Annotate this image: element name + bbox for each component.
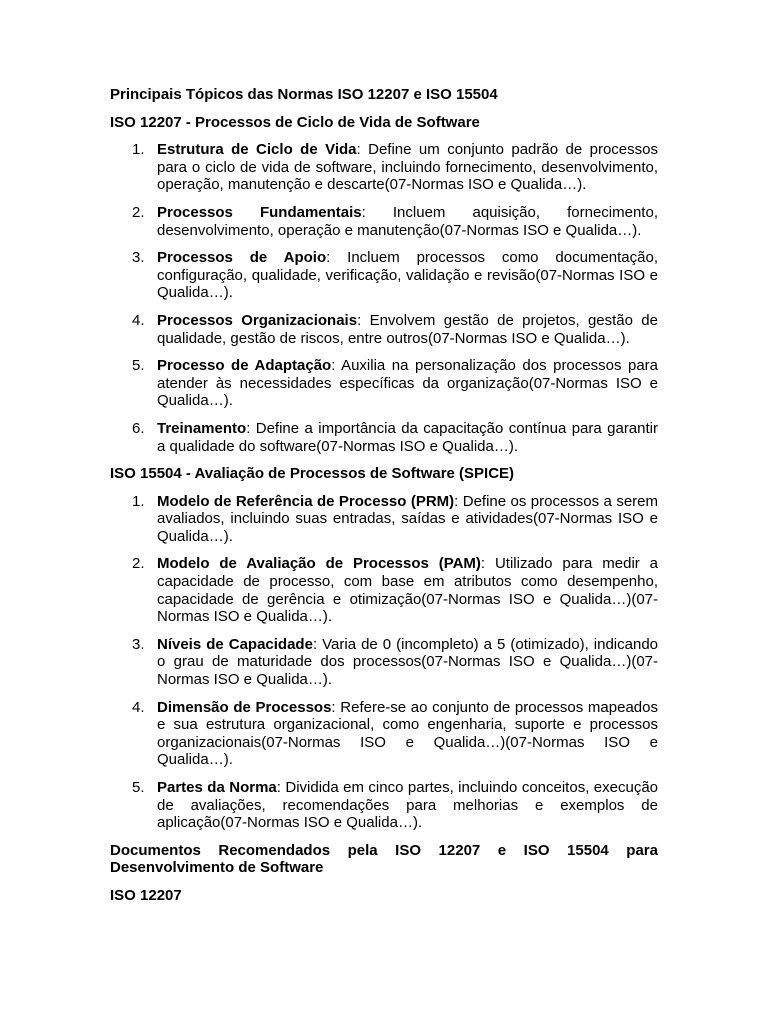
list-item	[110, 357, 658, 410]
list-number: 1.	[132, 492, 145, 510]
list-number: 5.	[132, 779, 145, 796]
list-item-term: Processos de Apoio	[157, 249, 327, 267]
document-title: Principais Tópicos das Normas ISO 12207 e ISO 15504	[110, 86, 498, 103]
list-item-term: Processos Fundamentais	[157, 203, 362, 221]
list-item-term: Treinamento	[157, 419, 247, 437]
section-heading-iso12207: ISO 12207 - Processos de Ciclo de Vida de Software	[110, 113, 480, 131]
list-item-text: : Incluem aquisição, fornecimento, desenvolvimento, operação e manutenção(07-Normas ISO e Qualida…).	[157, 203, 658, 239]
list-item-text: : Auxilia na personalização dos processos para atender às necessidades específicas da organização(07-Normas ISO e Qualida…).	[157, 357, 659, 410]
list-number: 2.	[132, 555, 145, 573]
list-number: 3.	[132, 249, 145, 267]
list-item-term: Partes da Norma	[157, 779, 277, 796]
list-number: 4.	[132, 698, 145, 716]
list-item-text: : Dividida em cinco partes, incluindo conceitos, execução de avaliações, recomendações para melhorias e exemplos de aplicação(07-Normas ISO e Qualida…).	[157, 779, 659, 832]
list-number: 6.	[132, 419, 145, 437]
list-item-text: : Define os processos a serem avaliados, incluindo suas entradas, saídas e atividades(07-Normas ISO e Qualida…).	[157, 492, 658, 545]
list-item	[110, 204, 658, 239]
list-item	[110, 312, 658, 347]
list-iso12207-topics	[110, 141, 658, 455]
list-number: 1.	[132, 141, 145, 159]
list-item-term: Modelo de Avaliação de Processos (PAM)	[157, 555, 481, 573]
list-item-text: : Define um conjunto padrão de processos para o ciclo de vida de software, incluindo fornecimento, desenvolvimento, operação, manutenção e descarte(07-Normas ISO e Qualida…).	[157, 141, 658, 194]
list-item-text: : Utilizado para medir a capacidade de processo, com base em atributos como desempenho, capacidade de gerência e otimização(07-Normas ISO e Qualida…)(07-Normas ISO e Qualida…).	[157, 555, 659, 626]
list-item-text: : Refere-se ao conjunto de processos mapeados e sua estrutura organizacional, como engenharia, suporte e processos organizacionais(07-Normas ISO e Qualida…)(07-Normas ISO e Qualida…).	[157, 698, 658, 769]
list-item-term: Modelo de Referência de Processo (PRM)	[157, 492, 455, 510]
section-heading-iso12207-docs: ISO 12207	[110, 886, 182, 904]
list-item	[110, 420, 658, 455]
list-item	[110, 493, 658, 546]
list-number: 4.	[132, 311, 145, 329]
list-number: 5.	[132, 357, 145, 375]
list-item-term: Níveis de Capacidade	[157, 635, 313, 653]
list-item-text: : Envolvem gestão de projetos, gestão de qualidade, gestão de riscos, entre outros(07-Normas ISO e Qualida…).	[157, 311, 658, 347]
list-item-term: Processos Organizacionais	[157, 311, 358, 329]
list-item	[110, 141, 658, 194]
list-item-text: : Define a importância da capacitação contínua para garantir a qualidade do software(07-Normas ISO e Qualida…).	[157, 419, 658, 455]
list-item-term: Estrutura de Ciclo de Vida	[157, 141, 357, 159]
list-item-term: Processo de Adaptação	[157, 357, 332, 375]
list-item	[110, 555, 658, 625]
list-number: 3.	[132, 635, 145, 653]
list-item	[110, 699, 658, 769]
list-item-text: : Varia de 0 (incompleto) a 5 (otimizado), indicando o grau de maturidade dos processos(07-Normas ISO e Qualida…)(07-Normas ISO e Qualida…).	[157, 635, 659, 689]
section-heading-documents: Documentos Recomendados pela ISO 12207 e ISO 15504 para Desenvolvimento de Software	[110, 841, 658, 877]
list-item	[110, 249, 658, 302]
list-item-text: : Incluem processos como documentação, configuração, qualidade, verificação, validação e revisão(07-Normas ISO e Qualida…).	[157, 249, 658, 302]
list-item	[110, 779, 658, 832]
list-iso15504-topics	[110, 493, 658, 832]
list-item	[110, 636, 658, 689]
list-item-term: Dimensão de Processos	[157, 698, 332, 716]
list-number: 2.	[132, 203, 145, 221]
section-heading-iso15504: ISO 15504 - Avaliação de Processos de Software (SPICE)	[110, 465, 515, 483]
